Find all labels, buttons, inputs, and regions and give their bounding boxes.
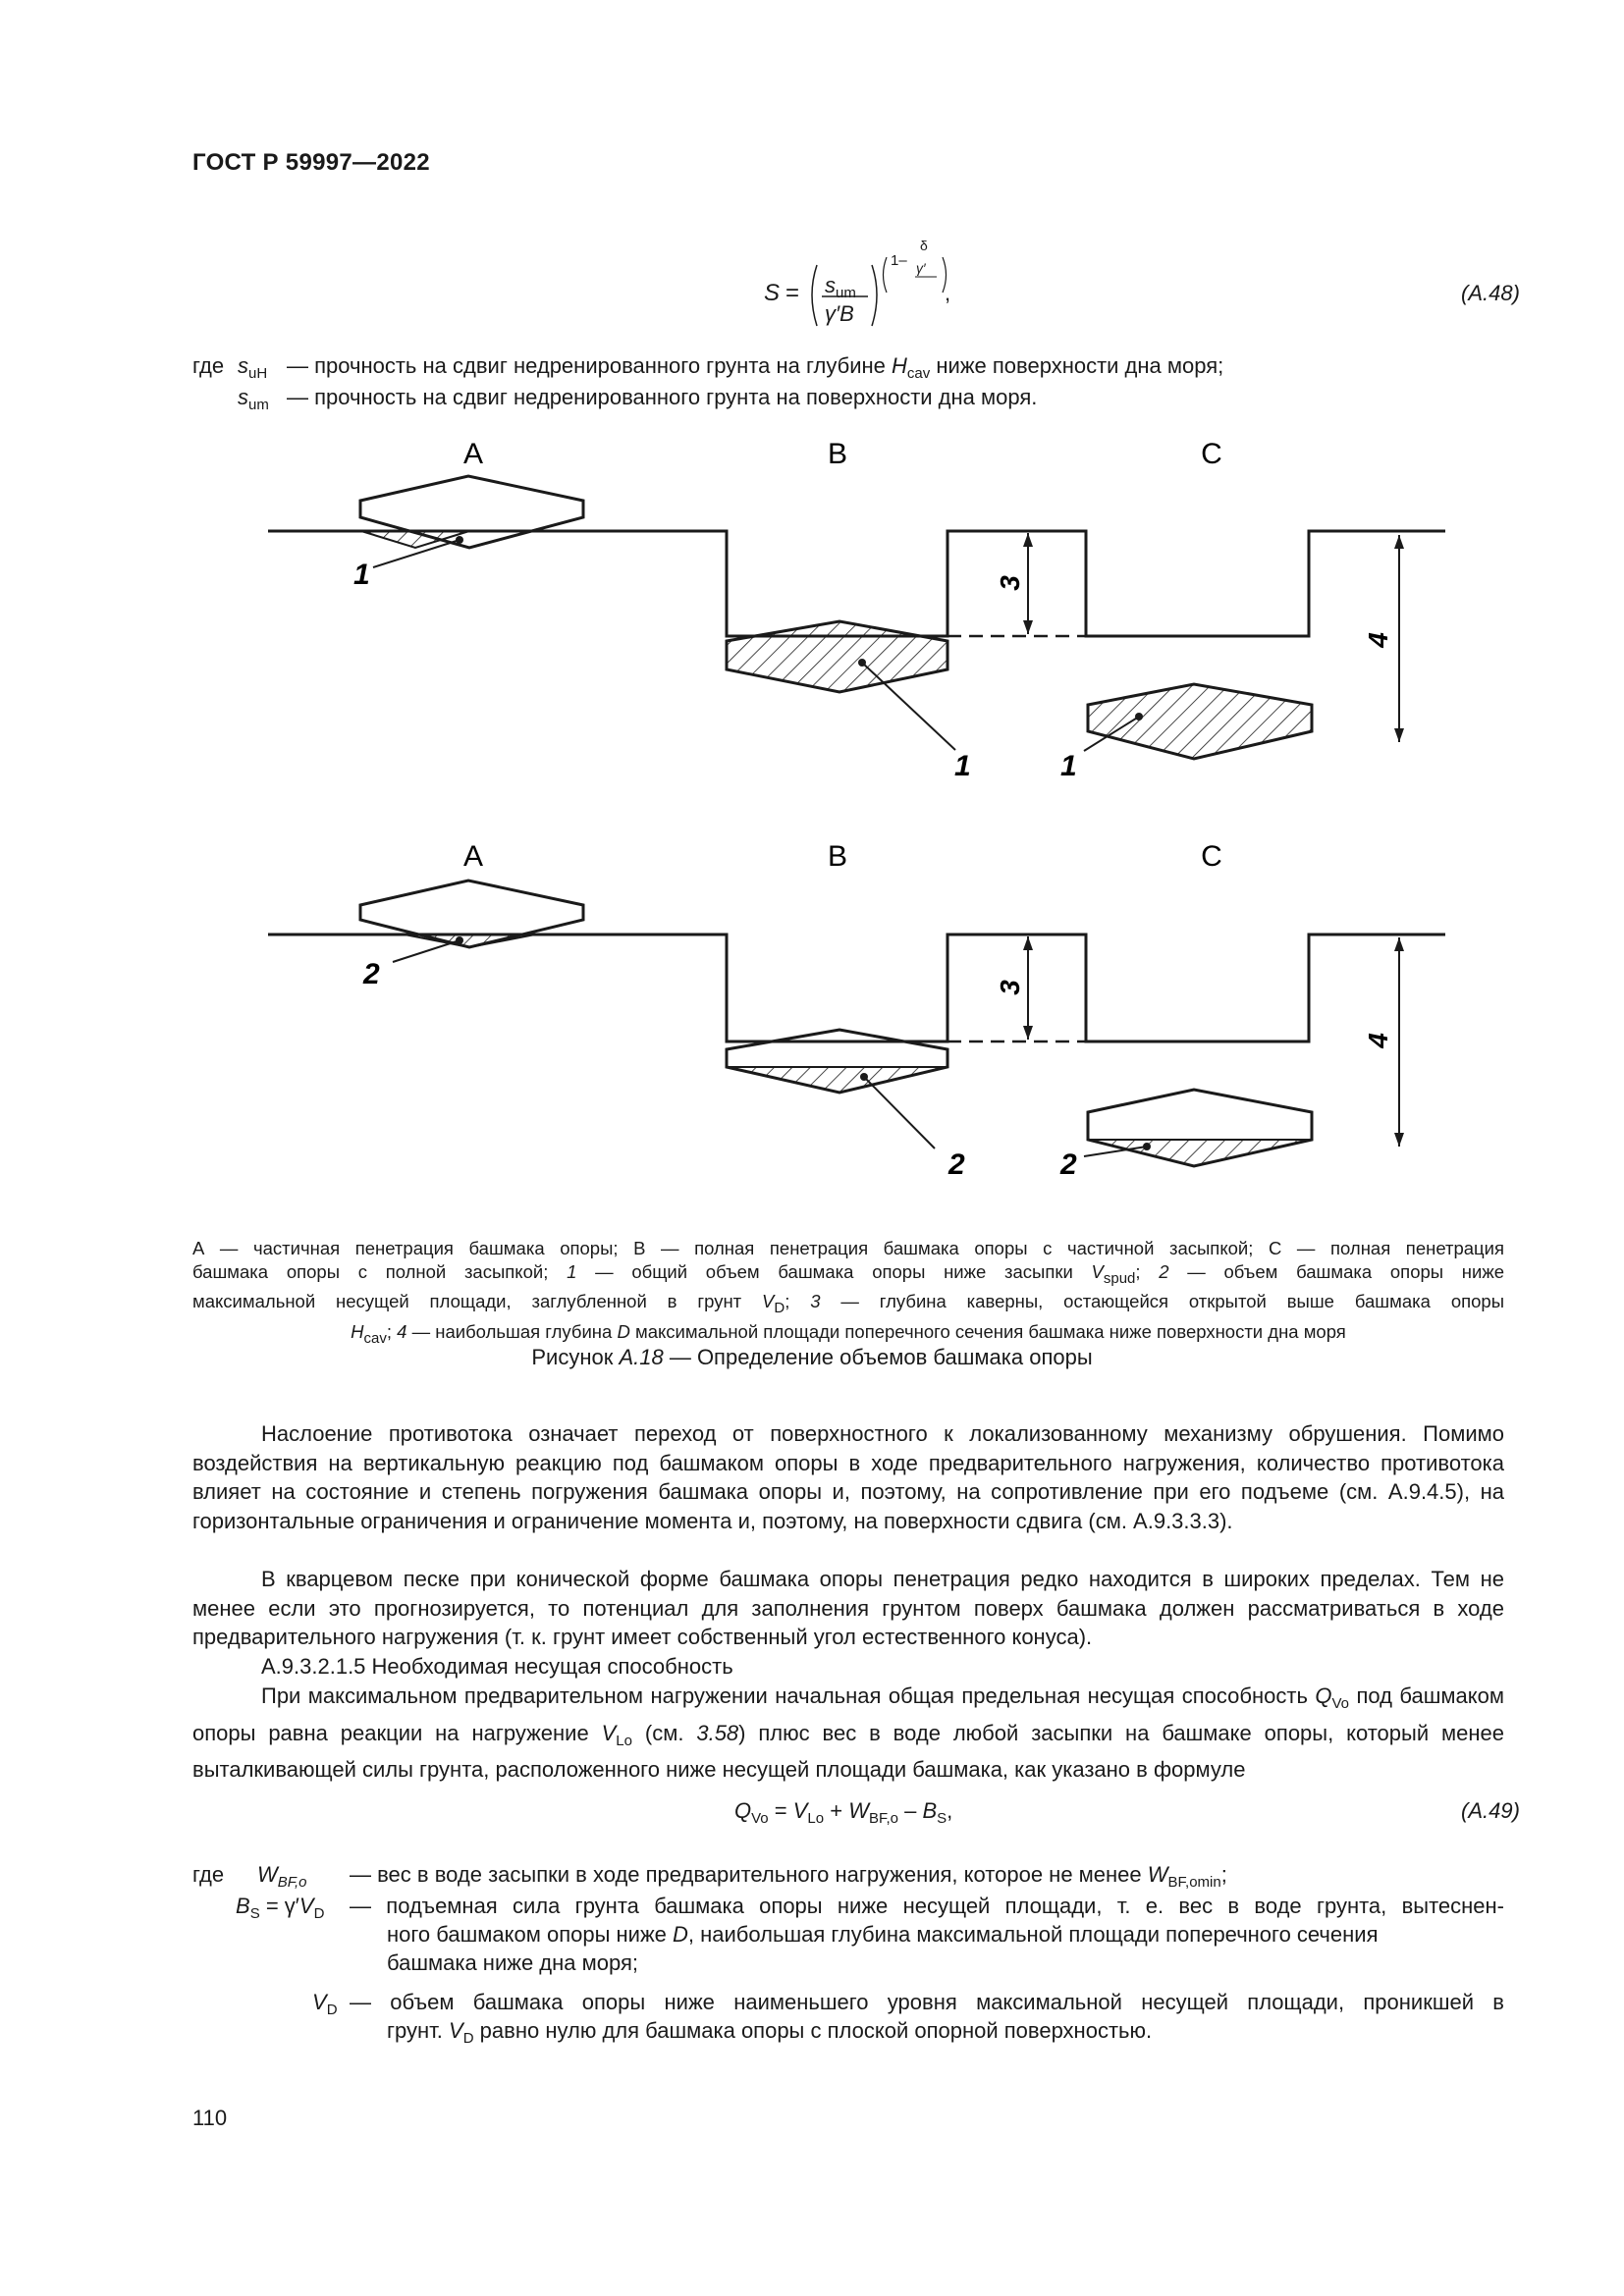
label-top-c: C [1201,438,1222,470]
spudcan-top-b [727,621,947,692]
label-4-top: 4 [1363,632,1393,648]
where-lead: где [192,1862,225,1887]
where-sym: $V_D$ [312,1990,338,2018]
label-top-b: B [827,438,848,470]
where-a49-row-3 [192,1988,1508,2051]
where-text-line-3: башмака ниже дна моря; [387,1950,639,1975]
formula-exp-one: 1– [891,252,907,269]
label-top-a: A [462,438,484,470]
document-header: ГОСТ Р 59997—2022 [192,149,430,176]
callout-1-b: 1 [954,750,971,782]
formula-a49: $Q_{Vo} = V_{Lo} + W_{BF,o} - B_S$, [734,1798,953,1827]
legend-line-2: башмака опоры с полной засыпкой; 1 — общий объем башмака опоры ниже засыпки $V_{spud}$; 2 — объем башмака опоры ниже [192,1260,1505,1287]
where-text-line-1: — объем башмака опоры ниже наименьшего уровня максимальной несущей площади, проникшей в [350,1990,1504,2014]
label-bottom-b: B [827,840,848,873]
bottom-row [268,840,1445,1181]
spudcan-bottom-b [727,1030,947,1093]
formula-den: γ′B [825,301,854,326]
seabed-line [268,934,1445,1041]
callout-2-a: 2 [363,958,380,990]
where-sym: $s_{um}$ [238,385,269,413]
callout-2-b: 2 [948,1148,965,1181]
label-bottom-c: C [1201,840,1222,873]
callout-1-a: 1 [353,559,370,591]
where-text-line-1: — подъемная сила грунта башмака опоры ниже несущей площади, т. е. вес в воде грунта, вытеснен- [350,1894,1504,1918]
legend-line-3: максимальной несущей площади, заглубленной в грунт $V_D$; 3 — глубина каверны, остающейся открытой выше башмака опоры [192,1291,1505,1316]
label-3-bottom: 3 [995,980,1025,995]
figure-caption: Рисунок А.18 — Определение объемов башмака опоры [531,1345,1093,1369]
legend-line-1: А — частичная пенетрация башмака опоры; В — полная пенетрация башмака опоры с частичной засыпкой; С — полная пенетрация [192,1238,1504,1258]
spudcan-bottom-a [360,881,583,947]
spudcan-top-a [360,476,583,548]
where-text-line-2: ного башмаком опоры ниже D, наибольшая глубина максимальной площади поперечного сечения [387,1922,1379,1947]
seabed-line [268,531,1445,636]
where-a48-row-1 [192,351,1508,380]
formula-num: $s_{um}$ [825,273,856,301]
legend-line-4: $H_{cav}$; 4 — наибольшая глубина D максимальной площади поперечного сечения башмака ниже поверхности дна моря [351,1320,1346,1347]
page-number: 110 [192,2106,228,2130]
paragraph-2: В кварцевом песке при конической форме башмака опоры пенетрация редко находится в широких пределах. Тем не менее если это прогнозируется, то потенциал для заполнения грунтом поверх башмака должен рассматриваться в ходе предварительного нагружения (т. к. грунт имеет собственный угол естественного конуса). [192,1567,1504,1649]
formula-number-a48: (А.48) [1461,281,1520,305]
where-sym: $W_{BF,o}$ [257,1862,307,1891]
paragraph-1: Наслоение противотока означает переход от поверхностного к локализованному механизму обрушения. Помимо воздействия на вертикальную реакцию под башмаком опоры в ходе предварительного нагружения, количество противотока влияет на состояние и степень погружения башмака опоры и, поэтому, на сопротивление при его подъеме (см. А.9.4.5), на горизонтальные ограничения и ограничение момента и, поэтому, на поверхности сдвига (см. А.9.3.3.3). [192,1421,1504,1533]
where-text: — вес в воде засыпки в ходе предварительного нагружения, которое не менее $W_{BF,omin}$; [350,1862,1227,1891]
formula-equals: = [785,280,800,306]
where-a49-row-1 [192,1860,1508,1892]
spudcan-bottom-c [1088,1090,1312,1166]
formula-comma: , [945,281,951,305]
formula-number-a49: (А.49) [1461,1798,1520,1823]
callout-2-c: 2 [1060,1148,1077,1181]
where-text-line-2: грунт. $V_D$ равно нулю для башмака опоры с плоской опорной поверхностью. [387,2018,1153,2047]
where-lead: где [192,353,225,378]
label-3-top: 3 [995,575,1025,591]
paragraph-3: При максимальном предварительном нагружении начальная общая предельная несущая способность $Q_{Vo}$ под башмаком опоры равна реакции на нагружение $V_{Lo}$ (см. 3.58) плюс вес в воде любой засыпки на башмаке опоры, который менее выталкивающей силы грунта, расположенного ниже несущей площади башмака, как указано в формуле [192,1683,1505,1782]
spudcan-top-c [1088,684,1312,759]
top-row [268,438,1445,782]
where-text: — прочность на сдвиг недренированного грунта на поверхности дна моря. [287,385,1038,409]
figure-legend [192,1237,1504,1350]
where-a49-row-2 [192,1892,1508,1986]
label-4-bottom: 4 [1363,1033,1393,1048]
label-bottom-a: A [462,840,484,873]
formula-exp-den: γ′ [916,260,926,276]
callout-1-c: 1 [1060,750,1077,782]
formula-exp-num: δ [920,238,928,253]
where-sym: $s_{uH}$ [238,353,268,382]
formula-a48 [0,236,1624,334]
formula-s: S [764,280,781,306]
where-text: — прочность на сдвиг недренированного грунта на глубине $H_{cav}$ ниже поверхности дна моря; [287,353,1224,382]
where-sym: $B_S = \gamma'V_D$ [236,1894,325,1922]
figure-a18 [0,422,1624,1207]
section-heading: А.9.3.2.1.5 Необходимая несущая способность [261,1654,733,1679]
